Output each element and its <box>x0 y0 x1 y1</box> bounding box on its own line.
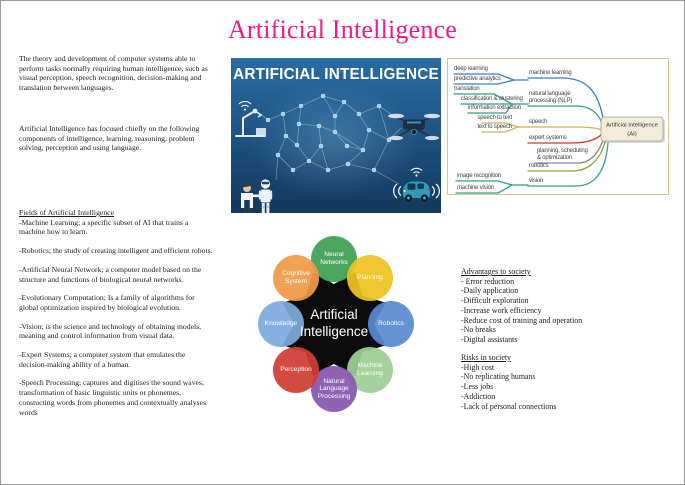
mindmap-label-vision: vision <box>529 178 544 184</box>
mindmap-label-machine-vision: machine vision <box>457 185 494 191</box>
hero-image <box>231 58 441 213</box>
risk-item: -Addiction <box>461 391 496 401</box>
hero-headline: ARTIFICIAL INTELLIGENCE <box>233 66 439 83</box>
advantage-item: -Increase work efficiency <box>461 305 542 315</box>
circle-node-neural-networks: Neural Networks <box>311 236 357 282</box>
risk-item: -High cost <box>461 362 495 372</box>
circle-node-nlp: Natural Language Processing <box>311 366 357 412</box>
mindmap-label-machine-learning: machine learning <box>529 70 572 76</box>
mindmap-label-expert-systems: expert systems <box>529 135 567 141</box>
circle-diagram-center-label: Artificial Intelligence <box>299 307 369 339</box>
mindmap-label-translation: translation <box>454 86 480 92</box>
mindmap-label-planning: planning, scheduling & optimization <box>537 148 588 161</box>
risk-item: -Lack of personal connections <box>461 401 557 411</box>
risk-item: -Less jobs <box>461 382 494 392</box>
field-item-vision: -Vision; is the science and technology of obtaining models, meaning and control information from visual data. <box>19 321 202 341</box>
risks-heading: Risks in society <box>461 353 511 362</box>
fields-heading: Fields of Artificial Intelligence <box>19 208 114 217</box>
field-item-robotics: -Robotics; the study of creating intelligent and efficient robots. <box>19 246 213 256</box>
ai-circle-diagram <box>255 229 435 419</box>
components-paragraph: Artificial Intelligence has focused chiefly on the following components of intelligence, learning, reasoning, problem solving, perception and using language. <box>19 124 200 153</box>
mindmap-label-predictive-analytics: predictive analytics <box>454 76 501 82</box>
circle-node-machine-learning: Machine Learning <box>347 347 393 393</box>
circle-node-cognitive-system: Cognitive System <box>273 255 319 301</box>
advantages-section <box>461 267 641 345</box>
field-item-speech-processing: -Speech Processing; captures and digitises the sound waves, transformation of basic linguistic units or phonemes, constucting words from phonemes and contextually analyses words <box>19 378 207 417</box>
mindmap-label-robotics: robotics <box>529 163 549 169</box>
svg-text:Artificial Intelligence: Artificial Intelligence <box>605 122 659 129</box>
mindmap-label-speech-to-text: speech to text <box>477 115 512 121</box>
mindmap-label-nlp: natural language processing (NLP) <box>529 91 573 104</box>
advantage-item: -No breaks <box>461 325 496 335</box>
mindmap-label-deep-learning: deep learning <box>454 66 488 72</box>
ai-mindmap <box>447 58 669 195</box>
field-item-expert-systems: -Expert Systems; a computer system that emulates the decision-making ability of a human. <box>19 350 186 369</box>
mindmap-label-image-recognition: image recognition <box>457 173 501 179</box>
risks-section <box>461 353 641 411</box>
advantages-heading: Advantages to society <box>461 267 531 276</box>
circle-node-robotics: Robotics <box>368 301 414 347</box>
advantage-item: -Reduce cost of training and operation <box>461 315 583 325</box>
advantage-item: -Digital assistants <box>461 334 518 344</box>
mindmap-label-speech: speech <box>529 119 548 125</box>
field-item-neural-network: -Artificial Neural Network; a computer model based on the structure and functions of biological neural networks. <box>19 264 202 284</box>
mindmap-label-information-extraction: information extraction <box>468 105 521 111</box>
mindmap-label-text-to-speech: text to speech <box>477 124 512 130</box>
circle-node-knowledge: Knowledge <box>258 301 304 347</box>
svg-text:(AI): (AI) <box>627 131 637 138</box>
mindmap-center-box <box>601 117 665 143</box>
intro-paragraph: The theory and development of computer systems able to perform tasks normally requiring human intelligence, such as visual perception, speech recognition, decision-making and translation between languages. <box>19 54 208 93</box>
circle-node-planning: Planning <box>347 255 393 301</box>
field-item-machine-learning: -Machine Learning; a specific subset of AI that trains a machine how to learn. <box>19 217 189 237</box>
advantage-item: -Difficult exploration <box>461 296 529 306</box>
circle-node-perception: Perception <box>273 347 319 393</box>
advantage-item: - Error reduction <box>461 276 515 286</box>
fields-section <box>19 208 215 417</box>
risk-item: -No replicating humans <box>461 372 536 382</box>
field-item-evolutionary-computation: -Evolutionary Computation; Is a family of algorithms for global optimization inspired by biological evolution. <box>19 293 195 312</box>
page-title: Artificial Intelligence <box>227 15 458 44</box>
mindmap-label-classification-clustering: classification & clustering <box>461 96 523 102</box>
advantage-item: -Daily application <box>461 286 519 296</box>
